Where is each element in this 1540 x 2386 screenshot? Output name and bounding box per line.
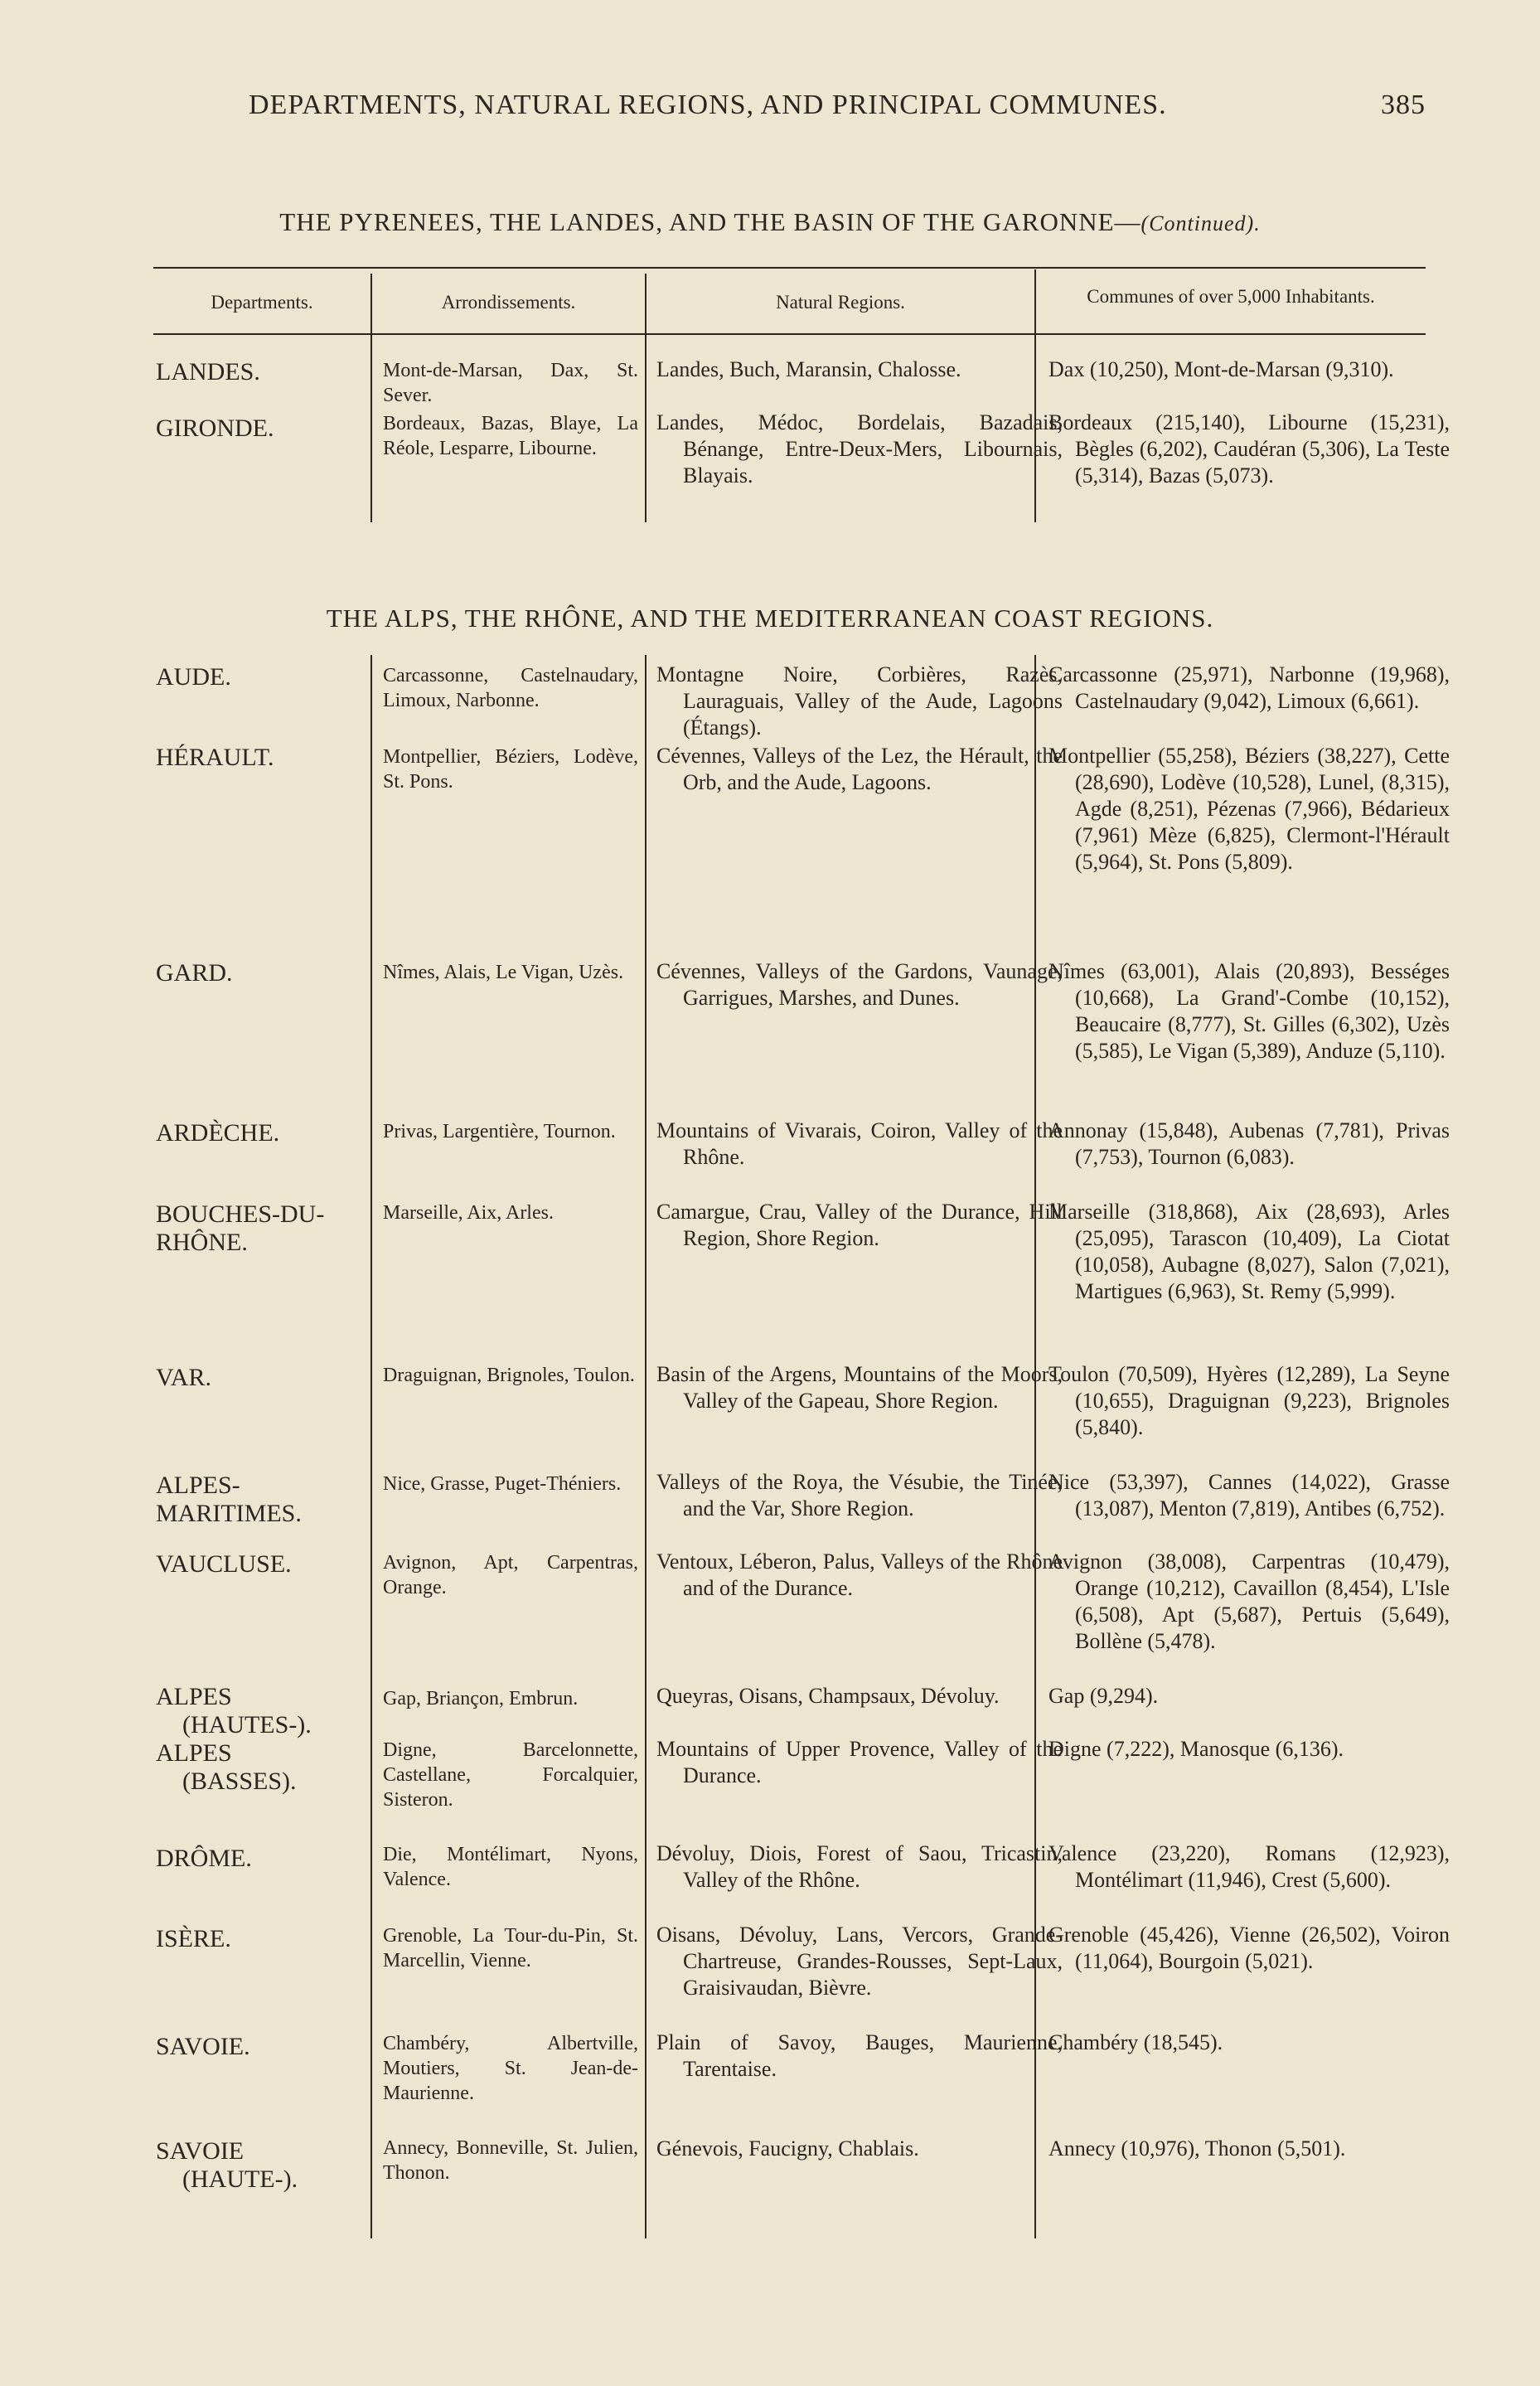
communes-alpes-basses: Digne (7,222), Manosque (6,136). <box>1048 1737 1344 1761</box>
col-header-communes: Communes of over 5,000 Inhabitants. <box>1087 286 1375 307</box>
regions-alpes-basses: Mountains of Upper Provence, Valley of the Durance. <box>656 1737 1063 1787</box>
arr-alpes-hautes: Gap, Briançon, Embrun. <box>383 1688 579 1709</box>
communes-isere: Grenoble (45,426), Vienne (26,502), Voiron (11,064), Bourgoin (5,021). <box>1048 1923 1450 1973</box>
dept-gironde: GIRONDE. <box>156 415 274 442</box>
dept-alpes-maritimes: ALPES-MARITIMES. <box>156 1472 302 1527</box>
arr-alpes-maritimes: Nice, Grasse, Puget-Théniers. <box>383 1473 622 1495</box>
communes-alpes-maritimes: Nice (53,397), Cannes (14,022), Grasse (13,087), Menton (7,819), Antibes (6,752). <box>1048 1470 1450 1520</box>
running-head <box>249 90 1426 121</box>
communes-gironde: Bordeaux (215,140), Libourne (15,231), Bègles (6,202), Caudéran (5,306), La Teste (5,314), Bazas (5,073). <box>1048 410 1450 487</box>
arr-vaucluse: Avignon, Apt, Carpentras, Orange. <box>383 1552 638 1598</box>
arr-gard: Nîmes, Alais, Le Vigan, Uzès. <box>383 962 624 983</box>
communes-gard: Nîmes (63,001), Alais (20,893), Bességes (10,668), La Grand'-Combe (10,152), Beaucaire (8,777), St. Gilles (6,302), Uzès (5,585), Le Vigan (5,389), Anduze (5,110). <box>1048 959 1450 1063</box>
table-top-rule <box>153 267 1426 269</box>
col-header-arrondissements: Arrondissements. <box>441 292 576 313</box>
communes-ardeche: Annonay (15,848), Aubenas (7,781), Privas (7,753), Tournon (6,083). <box>1048 1118 1450 1169</box>
regions-savoie-haute: Génevois, Faucigny, Chablais. <box>656 2136 919 2160</box>
col-header-departments: Departments. <box>211 292 313 313</box>
arr-drome: Die, Montélimart, Nyons, Valence. <box>383 1844 638 1890</box>
communes-bouches-du-rhone: Marseille (318,868), Aix (28,693), Arles (25,095), Tarascon (10,409), La Ciotat (10,058), Aubagne (8,027), Salon (7,021), Martigues (6,963), St. Remy (5,999). <box>1048 1200 1450 1303</box>
arr-isere: Grenoble, La Tour-du-Pin, St. Marcellin, Vienne. <box>383 1925 638 1971</box>
communes-var: Toulon (70,509), Hyères (12,289), La Seyne (10,655), Draguignan (9,223), Brignoles (5,840). <box>1048 1362 1450 1439</box>
regions-gironde: Landes, Médoc, Bordelais, Bazadais, Bénange, Entre-Deux-Mers, Libournais, Blayais. <box>656 410 1063 487</box>
arr-var: Draguignan, Brignoles, Toulon. <box>383 1365 635 1386</box>
communes-drome: Valence (23,220), Romans (12,923), Montélimart (11,946), Crest (5,600). <box>1048 1841 1450 1892</box>
section1-title <box>0 207 1540 237</box>
col-divider <box>645 655 647 2238</box>
regions-vaucluse: Ventoux, Léberon, Palus, Valleys of the Rhône and of the Durance. <box>656 1549 1063 1600</box>
regions-landes: Landes, Buch, Maransin, Chalosse. <box>656 357 961 381</box>
section2-title: THE ALPS, THE RHÔNE, AND THE MEDITERRANEAN COAST REGIONS. <box>326 604 1214 633</box>
communes-aude: Carcassonne (25,971), Narbonne (19,968), Castelnaudary (9,042), Limoux (6,661). <box>1048 662 1450 713</box>
communes-savoie-haute: Annecy (10,976), Thonon (5,501). <box>1048 2136 1346 2160</box>
dept-isere: ISÈRE. <box>156 1925 231 1952</box>
dept-vaucluse: VAUCLUSE. <box>156 1550 292 1578</box>
arr-landes: Mont-de-Marsan, Dax, St. Sever. <box>383 360 638 406</box>
table-header-rule <box>153 333 1426 335</box>
dept-gard: GARD. <box>156 959 233 987</box>
col-divider <box>370 655 372 2238</box>
regions-herault: Cévennes, Valleys of the Lez, the Hérault, the Orb, and the Aude, Lagoons. <box>656 744 1063 794</box>
regions-aude: Montagne Noire, Corbières, Razès, Lauraguais, Valley of the Aude, Lagoons (Étangs). <box>656 662 1063 740</box>
dept-savoie-haute: SAVOIE (HAUTE-). <box>156 2137 298 2193</box>
communes-vaucluse: Avignon (38,008), Carpentras (10,479), Orange (10,212), Cavaillon (8,454), L'Isle (6,508), Apt (5,687), Pertuis (5,649), Bollène (5,478). <box>1048 1549 1450 1653</box>
arr-bouches-du-rhone: Marseille, Aix, Arles. <box>383 1202 554 1224</box>
regions-var: Basin of the Argens, Mountains of the Moors, Valley of the Gapeau, Shore Region. <box>656 1362 1063 1413</box>
regions-bouches-du-rhone: Camargue, Crau, Valley of the Durance, Hill Region, Shore Region. <box>656 1200 1063 1250</box>
regions-isere: Oisans, Dévoluy, Lans, Vercors, Grande-Chartreuse, Grandes-Rousses, Sept-Laux, Graisivaudan, Bièvre. <box>656 1923 1063 2000</box>
regions-alpes-hautes: Queyras, Oisans, Champsaux, Dévoluy. <box>656 1684 1000 1708</box>
arr-herault: Montpellier, Béziers, Lodève, St. Pons. <box>383 746 638 793</box>
page-number: 385 <box>1381 90 1426 120</box>
dept-ardeche: ARDÈCHE. <box>156 1119 280 1147</box>
dept-alpes-basses: ALPES (BASSES). <box>156 1739 297 1795</box>
communes-savoie: Chambéry (18,545). <box>1048 2030 1223 2054</box>
regions-savoie: Plain of Savoy, Bauges, Maurienne, Tarentaise. <box>656 2030 1063 2081</box>
arr-alpes-basses: Digne, Barcelonnette, Castellane, Forcalquier, Sisteron. <box>383 1739 638 1811</box>
dept-savoie: SAVOIE. <box>156 2033 250 2060</box>
communes-alpes-hautes: Gap (9,294). <box>1048 1684 1159 1708</box>
communes-landes: Dax (10,250), Mont-de-Marsan (9,310). <box>1048 357 1394 381</box>
section1-title-suffix: (Continued). <box>1140 211 1261 235</box>
arr-savoie-haute: Annecy, Bonneville, St. Julien, Thonon. <box>383 2137 638 2184</box>
dept-var: VAR. <box>156 1364 211 1391</box>
regions-ardeche: Mountains of Vivarais, Coiron, Valley of the Rhône. <box>656 1118 1063 1169</box>
dept-landes: LANDES. <box>156 358 260 386</box>
running-title: DEPARTMENTS, NATURAL REGIONS, AND PRINCIPAL COMMUNES. <box>249 90 1167 120</box>
regions-drome: Dévoluy, Diois, Forest of Saou, Tricastin, Valley of the Rhône. <box>656 1841 1063 1892</box>
dept-aude: AUDE. <box>156 663 231 691</box>
dept-herault: HÉRAULT. <box>156 744 274 771</box>
dept-drome: DRÔME. <box>156 1845 252 1872</box>
arr-aude: Carcassonne, Castelnaudary, Limoux, Narbonne. <box>383 665 638 711</box>
section1-title-text: THE PYRENEES, THE LANDES, AND THE BASIN OF THE GARONNE— <box>279 207 1141 236</box>
dept-alpes-hautes: ALPES (HAUTES-). <box>156 1683 312 1739</box>
communes-herault: Montpellier (55,258), Béziers (38,227), Cette (28,690), Lodève (10,528), Lunel, (8,315), Agde (8,251), Pézenas (7,966), Bédarieux (7,961) Mèze (6,825), Clermont-l'Hérault (5,964), St. Pons (5,809). <box>1048 744 1450 874</box>
arr-gironde: Bordeaux, Bazas, Blaye, La Réole, Lesparre, Libourne. <box>383 413 638 459</box>
arr-savoie: Chambéry, Albertville, Moutiers, St. Jean-de-Maurienne. <box>383 2033 638 2104</box>
regions-gard: Cévennes, Valleys of the Gardons, Vaunage, Garrigues, Marshes, and Dunes. <box>656 959 1063 1010</box>
arr-ardeche: Privas, Largentière, Tournon. <box>383 1121 616 1142</box>
dept-bouches-du-rhone: BOUCHES-DU-RHÔNE. <box>156 1200 325 1256</box>
col-header-natural-regions: Natural Regions. <box>776 292 905 313</box>
regions-alpes-maritimes: Valleys of the Roya, the Vésubie, the Tinée, and the Var, Shore Region. <box>656 1470 1063 1520</box>
